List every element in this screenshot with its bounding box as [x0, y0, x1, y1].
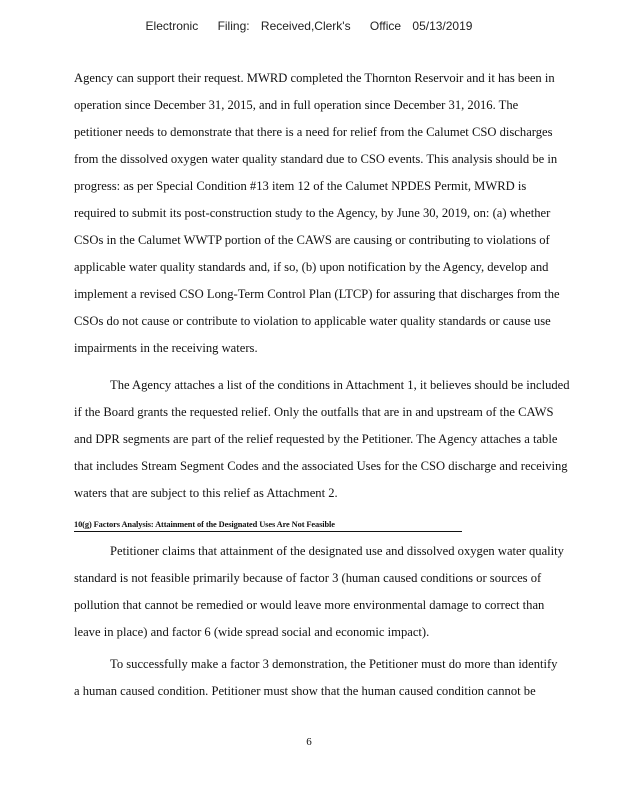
section-heading: 10(g) Factors Analysis: Attainment of the Designated Uses Are Not Feasible — [74, 520, 335, 529]
text-line: leave in place) and factor 6 (wide spread social and economic impact). — [74, 625, 430, 639]
text-line: impairments in the receiving waters. — [74, 341, 258, 355]
text-line: that includes Stream Segment Codes and the associated Uses for the CSO discharge and receiving — [74, 459, 568, 473]
text-line: pollution that cannot be remedied or would leave more environmental damage to correct than — [74, 598, 545, 612]
text-line: To successfully make a factor 3 demonstration, the Petitioner must do more than identify — [110, 657, 558, 671]
text-line: CSOs do not cause or contribute to violation to applicable water quality standards or cause use — [74, 314, 551, 328]
header-date: 05/13/2019 — [412, 19, 473, 33]
text-line: from the dissolved oxygen water quality standard due to CSO events. This analysis should be in — [74, 152, 558, 166]
text-line: waters that are subject to this relief as Attachment 2. — [74, 486, 338, 500]
text-line: petitioner needs to demonstrate that there is a need for relief from the Calumet CSO discharges — [74, 125, 553, 139]
filing-header — [0, 19, 618, 33]
text-line: and DPR segments are part of the relief requested by the Petitioner. The Agency attaches a table — [74, 432, 558, 446]
text-line: The Agency attaches a list of the conditions in Attachment 1, it believes should be included — [110, 378, 570, 392]
text-line: CSOs in the Calumet WWTP portion of the CAWS are causing or contributing to violations of — [74, 233, 550, 247]
text-line: progress: as per Special Condition #13 item 12 of the Calumet NPDES Permit, MWRD is — [74, 179, 527, 193]
page-number: 6 — [306, 736, 312, 748]
header-electronic: Electronic — [145, 19, 199, 33]
text-line: implement a revised CSO Long-Term Control Plan (LTCP) for assuring that discharges from the — [74, 287, 560, 301]
heading-underline — [74, 531, 462, 532]
text-line: standard is not feasible primarily because of factor 3 (human caused conditions or sources of — [74, 571, 542, 585]
text-line: required to submit its post-construction study to the Agency, by June 30, 2019, on: (a) whether — [74, 206, 551, 220]
text-line: Agency can support their request. MWRD completed the Thornton Reservoir and it has been in — [74, 71, 555, 85]
text-line: operation since December 31, 2015, and in full operation since December 31, 2016. The — [74, 98, 519, 112]
text-line: if the Board grants the requested relief. Only the outfalls that are in and upstream of the CAWS — [74, 405, 554, 419]
text-line: Petitioner claims that attainment of the designated use and dissolved oxygen water quality — [110, 544, 564, 558]
text-line: applicable water quality standards and, if so, (b) upon notification by the Agency, develop and — [74, 260, 549, 274]
text-line: a human caused condition. Petitioner must show that the human caused condition cannot be — [74, 684, 536, 698]
header-office: Office — [369, 19, 402, 33]
header-received: Received,Clerk's — [260, 19, 351, 33]
header-filing: Filing: — [217, 19, 250, 33]
